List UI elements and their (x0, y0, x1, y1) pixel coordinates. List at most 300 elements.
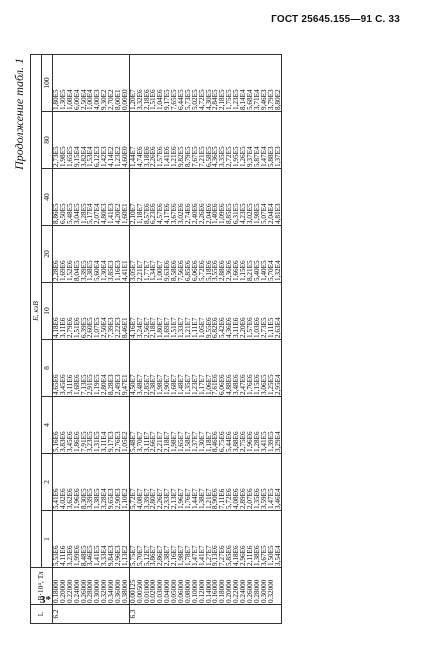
flux-value: 2,26E7 (156, 488, 165, 509)
flux-value: 1,19E5 (93, 374, 102, 395)
flux-value: 1,57E6 (156, 146, 165, 167)
flux-value: 3,39E7 (142, 488, 151, 509)
flux-value: 3,62E6 (65, 488, 74, 509)
flux-value: 5,70E7 (135, 545, 144, 566)
flux-value: 8,30E5 (79, 488, 88, 509)
flux-value: 1,09E6 (218, 203, 227, 224)
flux-value: 9,63E6 (163, 260, 172, 281)
flux-value: 9,17E3 (107, 431, 116, 452)
flux-value: 7,13E5 (79, 374, 88, 395)
b-value: 0.34000 (107, 579, 116, 603)
flux-value: 1,34E7 (149, 260, 158, 281)
flux-value: 1,26E5 (239, 146, 248, 167)
energy-header-2: 4 (42, 397, 53, 454)
flux-value: 5,72E6 (197, 260, 206, 281)
energy-header-4: 10 (42, 283, 53, 340)
cell-l: 6.3 (129, 605, 282, 624)
b-value: 0.26000 (79, 579, 88, 603)
flux-value: 4,30E5 (204, 89, 213, 110)
flux-value: 1,98E7 (156, 374, 165, 395)
flux-value: 1,21E6 (170, 146, 179, 167)
flux-value: 1,69E6 (58, 260, 67, 281)
flux-value: 1,17E7 (197, 374, 206, 395)
flux-value: 1,31E5 (93, 431, 102, 452)
flux-value: 6,82E6 (211, 317, 220, 338)
b-value: 0.01000 (142, 579, 151, 603)
flux-value: 3,11E4 (100, 431, 109, 452)
flux-value: 1,96E6 (72, 488, 81, 509)
flux-value: 3,85E3 (107, 260, 116, 281)
flux-value: 4,60E0 (120, 146, 129, 167)
b-value: 0.05000 (170, 579, 179, 603)
flux-value: 4,41E1 (120, 260, 129, 281)
b-value: 0.36000 (114, 579, 123, 603)
flux-value: 1,20E7 (128, 89, 137, 110)
b-value: 0.00125 (128, 579, 137, 603)
flux-value: 5,42E6 (218, 317, 227, 338)
flux-value: 2,21E7 (156, 431, 165, 452)
flux-value: 5,48E5 (65, 203, 74, 224)
flux-value: 2,96E6 (239, 545, 248, 566)
flux-value: 4,80E3 (100, 203, 109, 224)
energy-header-5: 20 (42, 226, 53, 283)
flux-value: 1,08E4 (65, 89, 74, 110)
flux-value: 5,53E6 (52, 545, 60, 566)
flux-value: 8,58E6 (170, 260, 179, 281)
flux-value: 3,67E6 (170, 203, 179, 224)
b-value: 0.20000 (58, 579, 67, 603)
flux-value: 2,07E6 (245, 488, 254, 509)
page-mark: 3* (40, 594, 51, 606)
flux-value: 5,02E5 (190, 89, 199, 110)
flux-value: 3,79E3 (266, 89, 275, 110)
flux-value: 2,96E3 (114, 545, 123, 566)
flux-value: 2,76E3 (114, 431, 123, 452)
rotated-table-block (10, 54, 386, 624)
flux-value: 4,20E2 (114, 203, 123, 224)
flux-value: 3,02E6 (177, 203, 186, 224)
energy-header-3: 8 (42, 340, 53, 397)
flux-value: 9,17E5 (163, 89, 172, 110)
flux-value: 7,11E6 (218, 488, 227, 509)
flux-value: 1,23E7 (190, 374, 199, 395)
flux-value: 1,47E5 (266, 488, 275, 509)
flux-value: 1,98E7 (177, 545, 186, 566)
b-value: 0.24000 (239, 579, 248, 603)
flux-value: 4,36E5 (211, 146, 220, 167)
flux-value: 2,80E4 (100, 374, 109, 395)
flux-value: 8,80E2 (273, 89, 282, 110)
flux-value: 5,73E5 (183, 89, 192, 110)
flux-value: 4,18E6 (52, 317, 60, 338)
flux-value: 8,28E3 (107, 374, 116, 395)
flux-value: 1,16E3 (114, 260, 123, 281)
flux-value: 4,08E6 (232, 488, 241, 509)
flux-value: 5,72E7 (128, 488, 137, 509)
flux-value: 3,04E5 (72, 203, 81, 224)
b-value: 0.00500 (135, 579, 144, 603)
flux-value: 1,06E7 (204, 374, 213, 395)
flux-value: 1,13E2 (120, 545, 129, 566)
flux-value: 1,30E7 (197, 431, 206, 452)
table-body (53, 55, 282, 624)
flux-value: 8,46E6 (211, 431, 220, 452)
flux-value: 2,89E6 (239, 488, 248, 509)
flux-value: 1,05E7 (197, 317, 206, 338)
flux-value: 1,38E5 (93, 488, 102, 509)
flux-value: 6,00E4 (72, 89, 81, 110)
flux-value: 1,60E1 (120, 203, 129, 224)
flux-value: 9,15E4 (72, 146, 81, 167)
flux-value: 8,48E5 (79, 545, 88, 566)
flux-value: 1,11E5 (266, 317, 275, 338)
flux-value: 6,50E5 (58, 203, 67, 224)
flux-value: 2,47E6 (239, 374, 248, 395)
flux-value: 4,00E3 (93, 89, 102, 110)
flux-value: 5,18E6 (204, 260, 213, 281)
flux-value: 2,50E4 (100, 317, 109, 338)
flux-value: 2,74E6 (183, 203, 192, 224)
flux-value: 2,85E7 (142, 374, 151, 395)
flux-value: 1,50E5 (266, 545, 275, 566)
flux-value: 1,98E5 (58, 146, 67, 167)
energy-header-1: 2 (42, 454, 53, 511)
cell-b-list (129, 568, 282, 605)
flux-value: 1,58E7 (183, 431, 192, 452)
flux-value: 3,82E4 (79, 146, 88, 167)
flux-value: 2,18E5 (218, 89, 227, 110)
flux-value: 3,45E6 (65, 431, 74, 452)
flux-value: 6,58E5 (204, 146, 213, 167)
flux-value: 1,90E7 (163, 374, 172, 395)
flux-value: 2,80E7 (149, 488, 158, 509)
flux-value: 4,81E3 (273, 203, 282, 224)
flux-value: 3,23E6 (65, 545, 74, 566)
flux-value: 3,48E6 (232, 374, 241, 395)
flux-value: 2,18E7 (163, 431, 172, 452)
flux-value: 4,16E7 (128, 317, 137, 338)
flux-value: 4,17E6 (163, 203, 172, 224)
flux-value: 5,07E4 (259, 203, 268, 224)
table-row (53, 55, 130, 624)
flux-value: 4,57E6 (156, 203, 165, 224)
flux-value: 1,75E5 (225, 89, 234, 110)
flux-value: 2,18E6 (142, 89, 151, 110)
flux-value: 1,98E7 (170, 431, 179, 452)
flux-value: 9,46E3 (259, 89, 268, 110)
flux-value: 4,74E6 (135, 146, 144, 167)
energy-header-0: 1 (42, 511, 53, 568)
flux-value: 1,95E5 (232, 146, 241, 167)
flux-value: 4,72E5 (197, 89, 206, 110)
flux-value: 3,54E4 (273, 545, 282, 566)
flux-value: 4,88E6 (225, 374, 234, 395)
flux-value: 1,51E7 (170, 317, 179, 338)
b-value: 0.10000 (190, 579, 199, 603)
energy-header-6: 40 (42, 169, 53, 226)
flux-value: 2,26E6 (149, 146, 158, 167)
data-table (30, 54, 282, 624)
flux-value: 1,32E4 (273, 260, 282, 281)
b-value: 0.32000 (266, 579, 275, 603)
flux-value: 1,41E5 (93, 545, 102, 566)
energy-header-7: 80 (42, 112, 53, 169)
flux-value: 3,24E7 (135, 317, 144, 338)
flux-value: 5,88E3 (266, 146, 275, 167)
cell-values-e5 (129, 226, 282, 283)
flux-value: 3,45E6 (58, 374, 67, 395)
flux-value: 2,33E7 (163, 488, 172, 509)
flux-value: 1,99E6 (72, 545, 81, 566)
flux-value: 3,11E6 (58, 317, 67, 338)
flux-value: 1,35E6 (252, 488, 261, 509)
flux-value: 8,14E4 (239, 89, 248, 110)
flux-value: 1,27E7 (204, 545, 213, 566)
cell-values-e7 (129, 112, 282, 169)
flux-value: 1,23E2 (114, 146, 123, 167)
flux-value: 2,11E6 (245, 545, 254, 566)
flux-value: 1,76E7 (183, 488, 192, 509)
cell-values-e1 (53, 454, 130, 511)
flux-value: 2,04E6 (204, 203, 213, 224)
flux-value: 8,57E6 (142, 203, 151, 224)
cell-values-e0 (53, 511, 130, 568)
flux-value: 1,41E7 (197, 545, 206, 566)
flux-value: 1,38E7 (197, 488, 206, 509)
flux-value: 6,12E3 (93, 146, 102, 167)
flux-value: 2,04E4 (266, 203, 275, 224)
flux-value: 3,32E6 (135, 89, 144, 110)
flux-value: 1,04E6 (156, 89, 165, 110)
flux-value: 3,29E4 (273, 431, 282, 452)
cell-values-e0 (129, 511, 282, 568)
flux-value: 1,38E5 (86, 260, 95, 281)
flux-value: 2,07E4 (93, 203, 102, 224)
flux-value: 9,84E3 (107, 545, 116, 566)
b-value: 0.18000 (52, 579, 60, 603)
flux-value: 1,44E7 (128, 146, 137, 167)
flux-value: 4,50E7 (128, 374, 137, 395)
flux-value: 1,18E7 (204, 431, 213, 452)
flux-value: 2,72E5 (225, 146, 234, 167)
b-value: 0.22000 (232, 579, 241, 603)
b-value: 0.14000 (204, 579, 213, 603)
flux-value: 4,11E6 (58, 545, 67, 566)
flux-value: 5,60E4 (93, 260, 102, 281)
page-header: ГОСТ 25645.155—91 С. 33 (271, 14, 400, 25)
flux-value: 1,28E6 (252, 431, 261, 452)
b-value: 0.16000 (211, 579, 220, 603)
flux-value: 2,60E5 (86, 317, 95, 338)
flux-value: 3,88E6 (232, 431, 241, 452)
flux-value: 6,39E5 (79, 317, 88, 338)
flux-value: 2,66E7 (149, 431, 158, 452)
flux-value: 3,06E5 (259, 374, 268, 395)
flux-value: 1,98E5 (252, 203, 261, 224)
flux-value: 1,28E5 (79, 203, 88, 224)
col-header-b: B·10⁴, Тл (31, 568, 53, 605)
flux-value: 2,13E7 (170, 488, 179, 509)
flux-value: 1,23E5 (232, 89, 241, 110)
flux-value: 1,51E6 (72, 317, 81, 338)
flux-value: 6,23E6 (149, 203, 158, 224)
flux-value: 3,05E7 (128, 260, 137, 281)
flux-value: 1,48E7 (177, 374, 186, 395)
cell-b-list (53, 568, 130, 605)
flux-value: 1,39E5 (266, 431, 275, 452)
flux-value: 5,41E6 (52, 488, 60, 509)
b-value: 0.28000 (252, 579, 261, 603)
flux-value: 8,86E5 (52, 203, 60, 224)
b-value: 0.28000 (86, 579, 95, 603)
flux-value: 1,15E6 (239, 260, 248, 281)
flux-value: 5,17E4 (86, 203, 95, 224)
flux-value: 1,21E7 (204, 488, 213, 509)
cell-values-e5 (53, 226, 130, 283)
flux-value: 7,65E5 (170, 89, 179, 110)
energy-row (42, 55, 53, 624)
flux-value: 9,13E6 (211, 545, 220, 566)
flux-value: 5,16E6 (52, 431, 60, 452)
b-value: 0.32000 (100, 579, 109, 603)
flux-value: 2,73E5 (259, 317, 268, 338)
flux-value: 1,33E7 (177, 317, 186, 338)
flux-value: 3,46E4 (273, 488, 282, 509)
flux-value: 1,00E4 (86, 89, 95, 110)
flux-value: 1,11E7 (190, 317, 199, 338)
flux-value: 5,87E4 (252, 146, 261, 167)
flux-value: 3,35E5 (218, 146, 227, 167)
flux-value: 9,37E4 (245, 146, 254, 167)
flux-value: 0,00E0 (120, 89, 129, 110)
flux-value: 6,31E5 (232, 203, 241, 224)
flux-value: 3,41E5 (259, 431, 268, 452)
flux-value: 5,68E4 (245, 89, 254, 110)
flux-value: 4,65E6 (52, 374, 60, 395)
flux-value: 7,61E6 (211, 374, 220, 395)
flux-value: 2,16E7 (170, 545, 179, 566)
flux-value: 1,03E6 (252, 317, 261, 338)
flux-value: 2,36E6 (225, 260, 234, 281)
flux-value: 1,52E6 (65, 260, 74, 281)
flux-value: 7,27E6 (218, 545, 227, 566)
flux-value: 2,40E6 (190, 203, 199, 224)
flux-value: 1,42E3 (100, 146, 109, 167)
flux-value: 3,11E6 (232, 317, 241, 338)
flux-value: 1,47E7 (190, 545, 199, 566)
flux-value: 2,63E4 (273, 317, 282, 338)
flux-value: 4,18E6 (232, 545, 241, 566)
flux-value: 8,46E1 (120, 317, 129, 338)
flux-value: 2,49E3 (114, 374, 123, 395)
flux-value: 1,41E6 (163, 146, 172, 167)
flux-value: 1,21E7 (183, 317, 192, 338)
flux-value: 2,20E6 (239, 317, 248, 338)
flux-value: 1,65E5 (65, 146, 74, 167)
flux-value: 5,44E6 (225, 431, 234, 452)
flux-value: 7,56E6 (177, 260, 186, 281)
flux-value: 3,86E7 (149, 545, 158, 566)
cell-values-e7 (53, 112, 130, 169)
flux-value: 6,85E6 (183, 260, 192, 281)
col-header-l: L (31, 605, 53, 624)
flux-value: 1,96E7 (177, 488, 186, 509)
col-header-energy: E, кэВ (31, 55, 42, 568)
flux-value: 1,68E7 (170, 374, 179, 395)
flux-value: 3,18E6 (142, 146, 151, 167)
cell-values-e8 (129, 55, 282, 112)
flux-value: 4,36E6 (225, 317, 234, 338)
cell-values-e6 (129, 169, 282, 226)
flux-value: 8,85E5 (225, 203, 234, 224)
table-caption: Продолжение табл. 1 (12, 58, 26, 170)
flux-value: 1,10E2 (120, 488, 129, 509)
flux-value: 5,75E7 (128, 545, 137, 566)
flux-value: 1,80E7 (156, 317, 165, 338)
flux-value: 2,90E3 (114, 488, 123, 509)
cell-l: 6.2 (53, 605, 130, 624)
cell-values-e4 (53, 283, 130, 340)
flux-value: 3,70E7 (135, 431, 144, 452)
cell-values-e6 (53, 169, 130, 226)
table-row (129, 55, 282, 624)
flux-value: 2,88E6 (218, 260, 227, 281)
energy-header-8: 100 (42, 55, 53, 112)
flux-value: 1,57E6 (245, 317, 254, 338)
flux-value: 5,12E7 (142, 545, 151, 566)
flux-value: 2,10E7 (128, 203, 137, 224)
flux-value: 3,23E5 (86, 431, 95, 452)
flux-value: 1,30E4 (100, 260, 109, 281)
flux-value: 2,21E7 (135, 260, 144, 281)
flux-value: 1,37E3 (273, 146, 282, 167)
flux-value: 3,11E7 (142, 431, 151, 452)
flux-value: 5,70E4 (266, 260, 275, 281)
cell-values-e8 (53, 55, 130, 112)
flux-value: 3,48E7 (135, 374, 144, 395)
flux-value: 7,91E5 (79, 431, 88, 452)
cell-values-e4 (129, 283, 282, 340)
b-value: 0.06000 (177, 579, 186, 603)
flux-value: 1,77E7 (142, 260, 151, 281)
flux-value: 9,30E2 (100, 89, 109, 110)
flux-value: 8,90E6 (211, 488, 220, 509)
flux-value: 1,18E7 (135, 203, 144, 224)
flux-value: 9,55E6 (204, 317, 213, 338)
flux-value: 1,07E5 (93, 317, 102, 338)
b-value: 0.24000 (72, 579, 81, 603)
flux-value: 1,51E6 (149, 89, 158, 110)
flux-value: 1,47E4 (259, 146, 268, 167)
flux-value: 2,86E7 (156, 545, 165, 566)
flux-value: 2,18E7 (149, 317, 158, 338)
flux-value: 1,41E3 (107, 203, 116, 224)
flux-value: 1,05E2 (120, 431, 129, 452)
flux-value: 3,46E5 (86, 545, 95, 566)
b-value: 0.18000 (218, 579, 227, 603)
flux-value: 1,80E5 (52, 89, 60, 110)
flux-value: 7,21E5 (197, 146, 206, 167)
flux-value: 2,56E7 (142, 317, 151, 338)
b-value: 0.08000 (183, 579, 192, 603)
flux-value: 2,84E5 (211, 89, 220, 110)
flux-value: 7,39E3 (107, 317, 116, 338)
cell-values-e2 (129, 397, 282, 454)
flux-value: 2,22E3 (114, 317, 123, 338)
flux-value: 1,86E6 (72, 431, 81, 452)
flux-value: 4,23E5 (239, 203, 248, 224)
flux-value: 5,40E5 (252, 260, 261, 281)
